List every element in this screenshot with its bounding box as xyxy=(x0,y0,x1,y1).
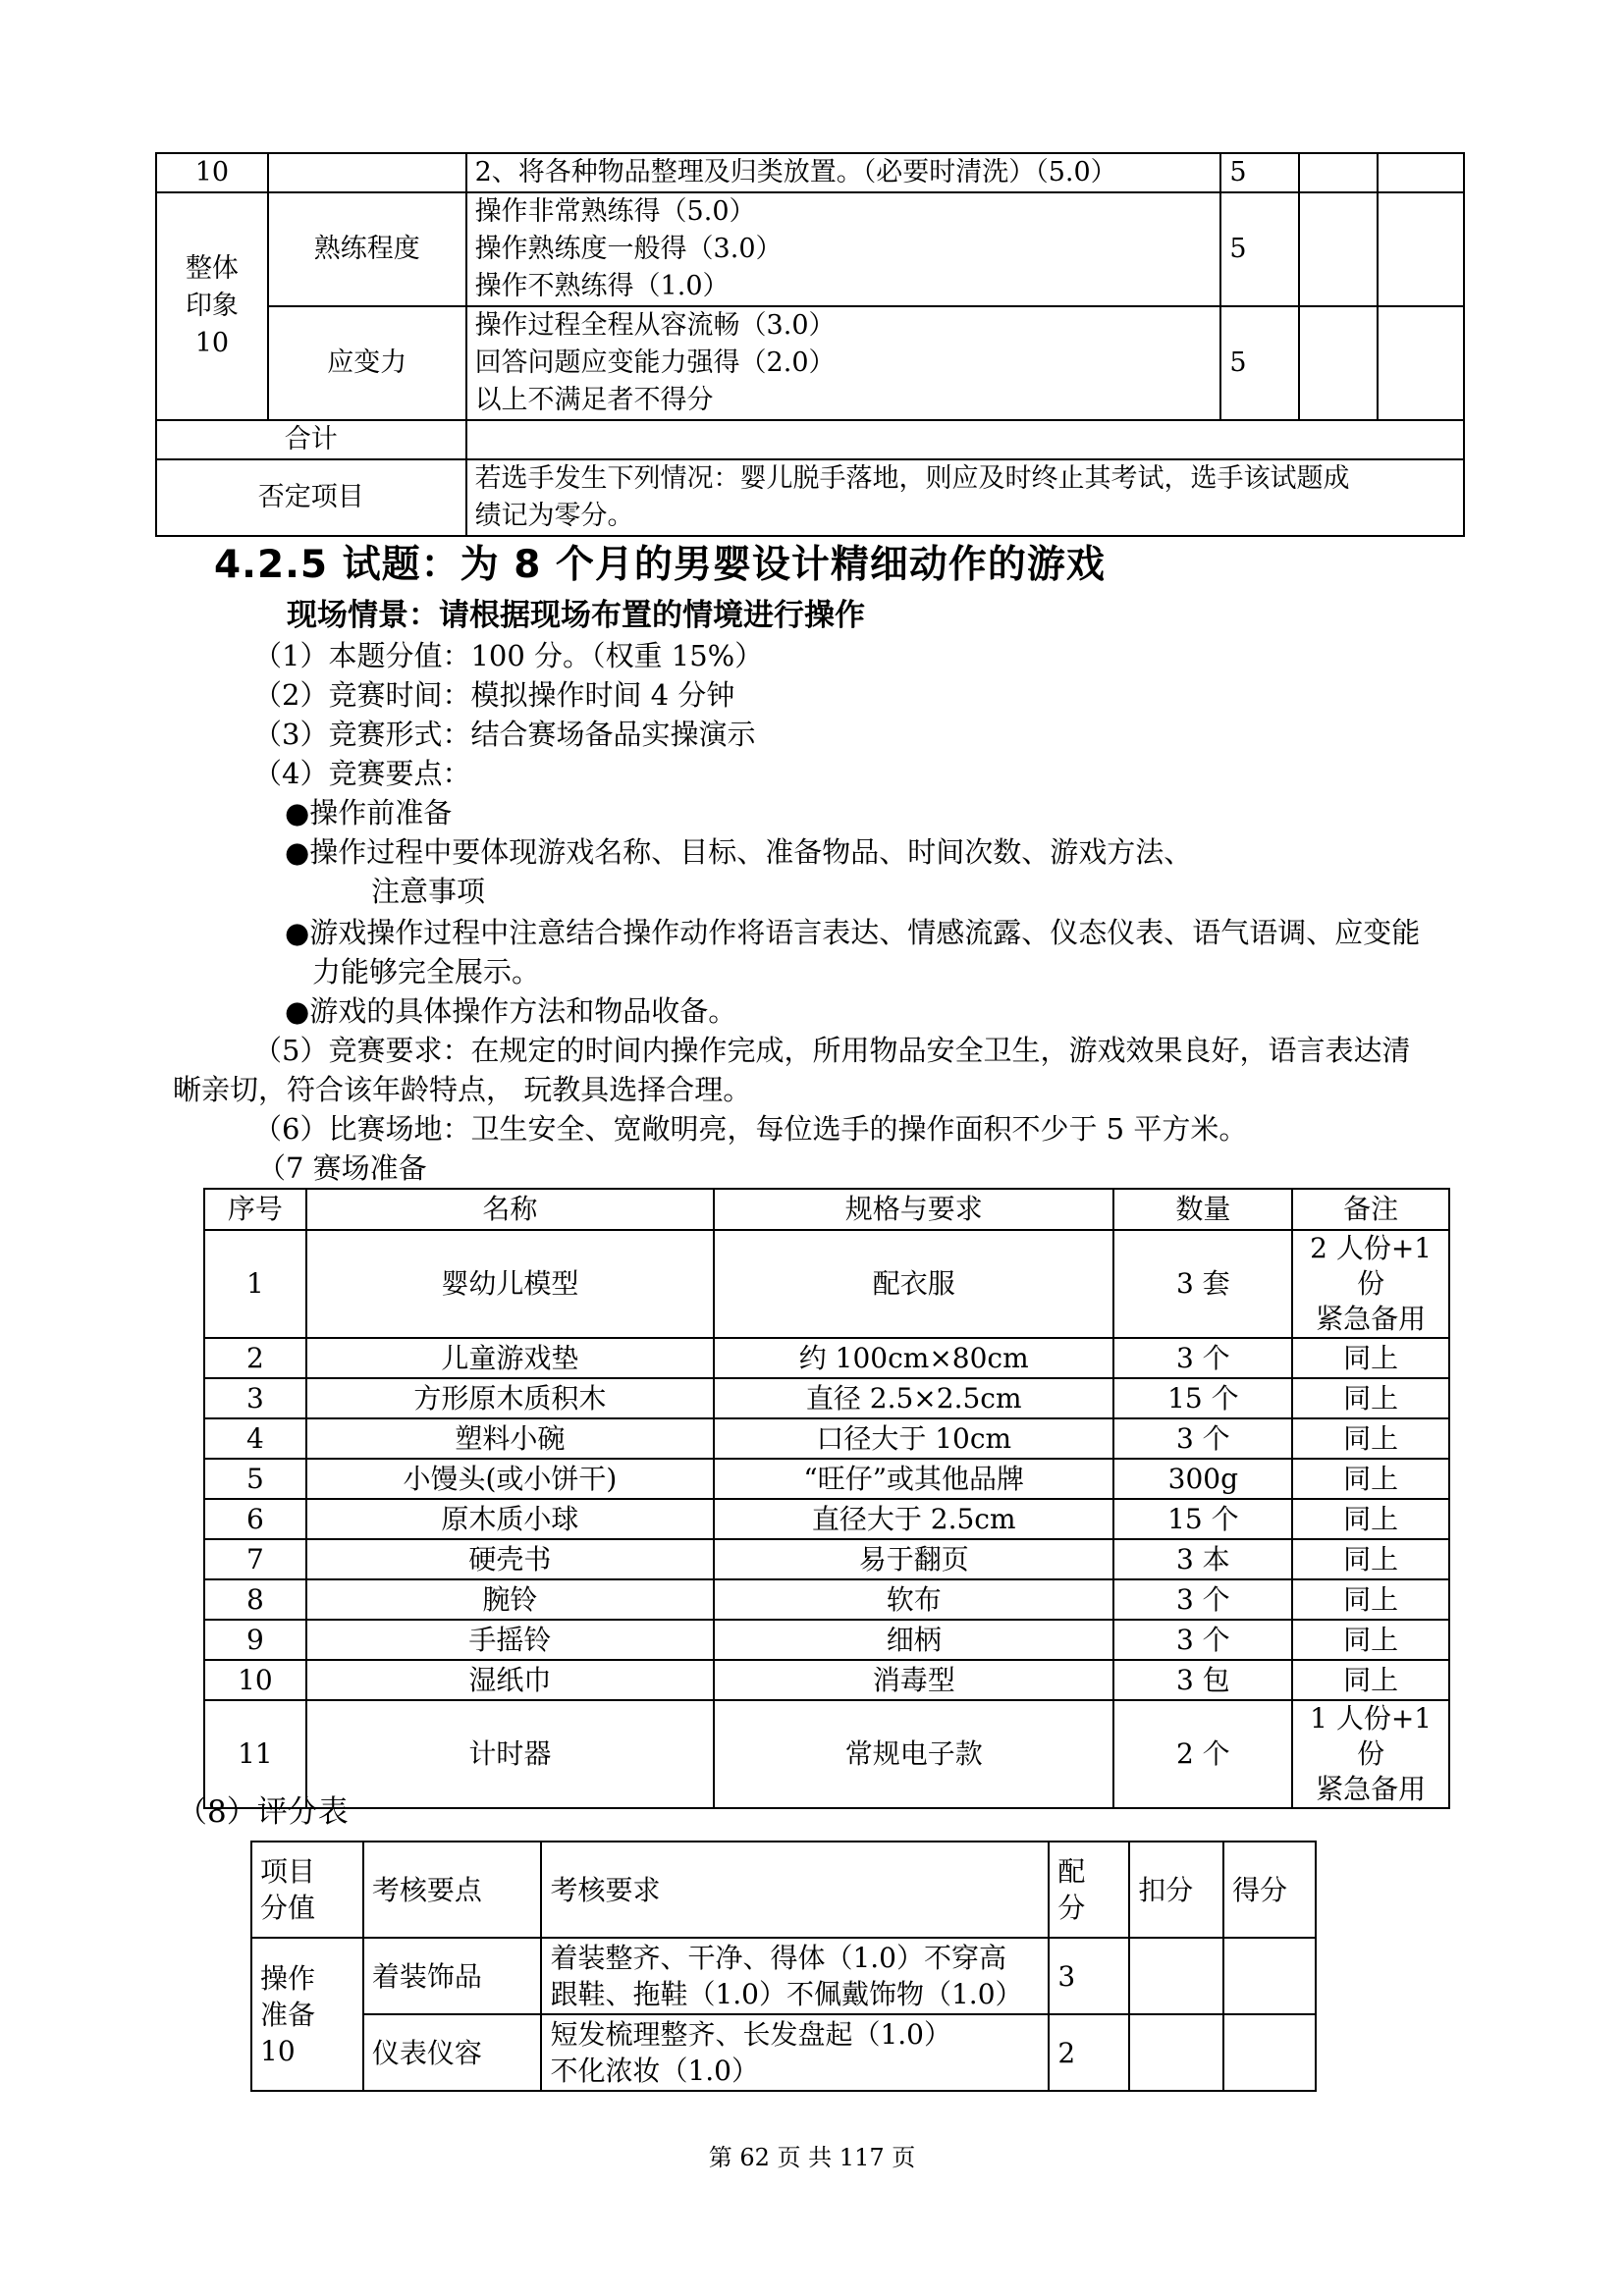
scoring-table-continued xyxy=(155,152,1465,537)
point-cell: 应变力 xyxy=(268,306,466,420)
column-header: 配 分 xyxy=(1049,1842,1129,1938)
row-number: 10 xyxy=(156,153,268,192)
table-row: 3 方形原木质积木 直径 2.5×2.5cm 15 个 同上 xyxy=(204,1378,1449,1418)
table-row: 8 腕铃 软布 3 个 同上 xyxy=(204,1579,1449,1620)
bullet-item: ●操作前准备 xyxy=(285,796,453,829)
table-row: 操作 准备 10 着装饰品 着装整齐、干净、得体（1.0）不穿高 跟鞋、拖鞋（1.0）不佩戴饰物（1.0） 3 xyxy=(251,1938,1316,2014)
table-header xyxy=(204,1189,1449,1230)
veto-label: 否定项目 xyxy=(156,459,466,536)
preparation-table xyxy=(203,1188,1450,1809)
scene-heading: 现场情景：请根据现场布置的情境进行操作 xyxy=(287,598,865,633)
score-table xyxy=(250,1841,1317,2092)
item-time: （2）竞赛时间：模拟操作时间 4 分钟 xyxy=(253,678,735,712)
score-cell: 5 xyxy=(1220,306,1299,420)
table-row: 1 婴幼儿模型 配衣服 3 套 2 人份+1 份 紧急备用 xyxy=(204,1230,1449,1338)
table-row: 7 硬壳书 易于翻页 3 本 同上 xyxy=(204,1539,1449,1579)
table-row xyxy=(156,306,1464,420)
overall-impression-cell: 整体 印象 10 xyxy=(156,192,268,420)
table-row xyxy=(156,459,1464,536)
column-header: 序号 xyxy=(204,1189,306,1230)
group-cell: 操作 准备 10 xyxy=(251,1938,363,2091)
column-header: 项目 分值 xyxy=(251,1842,363,1938)
item-score: （1）本题分值：100 分。（权重 15%） xyxy=(253,639,764,672)
item-requirements-continued: 晰亲切，符合该年龄特点， 玩教具选择合理。 xyxy=(173,1073,752,1106)
table-row xyxy=(156,153,1464,192)
bullet-item: ●操作过程中要体现游戏名称、目标、准备物品、时间次数、游戏方法、 xyxy=(285,835,1193,869)
column-header: 数量 xyxy=(1113,1189,1292,1230)
score-cell: 5 xyxy=(1220,153,1299,192)
veto-text: 若选手发生下列情况：婴儿脱手落地，则应及时终止其考试，选手该试题成 绩记为零分。 xyxy=(466,459,1464,536)
item-form: （3）竞赛形式：结合赛场备品实操演示 xyxy=(253,718,756,751)
score-table-label: （8）评分表 xyxy=(177,1794,349,1830)
table-row: 5 小馒头(或小饼干) “旺仔”或其他品牌 300g 同上 xyxy=(204,1459,1449,1499)
table-row xyxy=(156,192,1464,306)
column-header: 备注 xyxy=(1292,1189,1449,1230)
table-row: 2 儿童游戏垫 约 100cm×80cm 3 个 同上 xyxy=(204,1338,1449,1378)
column-header: 考核要点 xyxy=(363,1842,542,1938)
score-cell: 5 xyxy=(1220,192,1299,306)
bullet-item-continued: 力能够完全展示。 xyxy=(312,955,541,988)
table-row xyxy=(156,420,1464,459)
column-header: 扣分 xyxy=(1129,1842,1223,1938)
requirement-cell: 操作非常熟练得（5.0） 操作熟练度一般得（3.0） 操作不熟练得（1.0） xyxy=(466,192,1221,306)
requirement-cell: 2、将各种物品整理及归类放置。（必要时清洗）（5.0） xyxy=(466,153,1221,192)
table-row: 6 原木质小球 直径大于 2.5cm 15 个 同上 xyxy=(204,1499,1449,1539)
bullet-item: ●游戏操作过程中注意结合操作动作将语言表达、情感流露、仪态仪表、语气语调、应变能 xyxy=(285,916,1421,949)
item-points: （4）竞赛要点： xyxy=(253,757,471,790)
column-header: 名称 xyxy=(306,1189,714,1230)
column-header: 考核要求 xyxy=(541,1842,1049,1938)
column-header: 规格与要求 xyxy=(714,1189,1114,1230)
table-row: 仪表仪容 短发梳理整齐、长发盘起（1.0） 不化浓妆（1.0） 2 xyxy=(251,2014,1316,2091)
page-footer: 第 62 页 共 117 页 xyxy=(708,2144,916,2171)
table-header xyxy=(251,1842,1316,1938)
table-row: 10 湿纸巾 消毒型 3 包 同上 xyxy=(204,1660,1449,1700)
bullet-item-continued: 注意事项 xyxy=(371,875,486,908)
item-requirements: （5）竞赛要求：在规定的时间内操作完成，所用物品安全卫生，游戏效果良好，语言表达清 xyxy=(253,1034,1411,1067)
total-label: 合计 xyxy=(156,420,466,459)
requirement-cell: 操作过程全程从容流畅（3.0） 回答问题应变能力强得（2.0） 以上不满足者不得分 xyxy=(466,306,1221,420)
section-heading: 4.2.5 试题：为 8 个月的男婴设计精细动作的游戏 xyxy=(214,543,1106,587)
item-venue: （6）比赛场地：卫生安全、宽敞明亮，每位选手的操作面积不少于 5 平方米。 xyxy=(253,1112,1248,1146)
point-cell: 熟练程度 xyxy=(268,192,466,306)
table-row: 9 手摇铃 细柄 3 个 同上 xyxy=(204,1620,1449,1660)
table-row: 4 塑料小碗 口径大于 10cm 3 个 同上 xyxy=(204,1418,1449,1459)
column-header: 得分 xyxy=(1223,1842,1316,1938)
item-preparation: （7 赛场准备 xyxy=(257,1151,427,1185)
bullet-item: ●游戏的具体操作方法和物品收备。 xyxy=(285,994,737,1028)
table-row: 11 计时器 常规电子款 2 个 1 人份+1 份 紧急备用 xyxy=(204,1700,1449,1808)
